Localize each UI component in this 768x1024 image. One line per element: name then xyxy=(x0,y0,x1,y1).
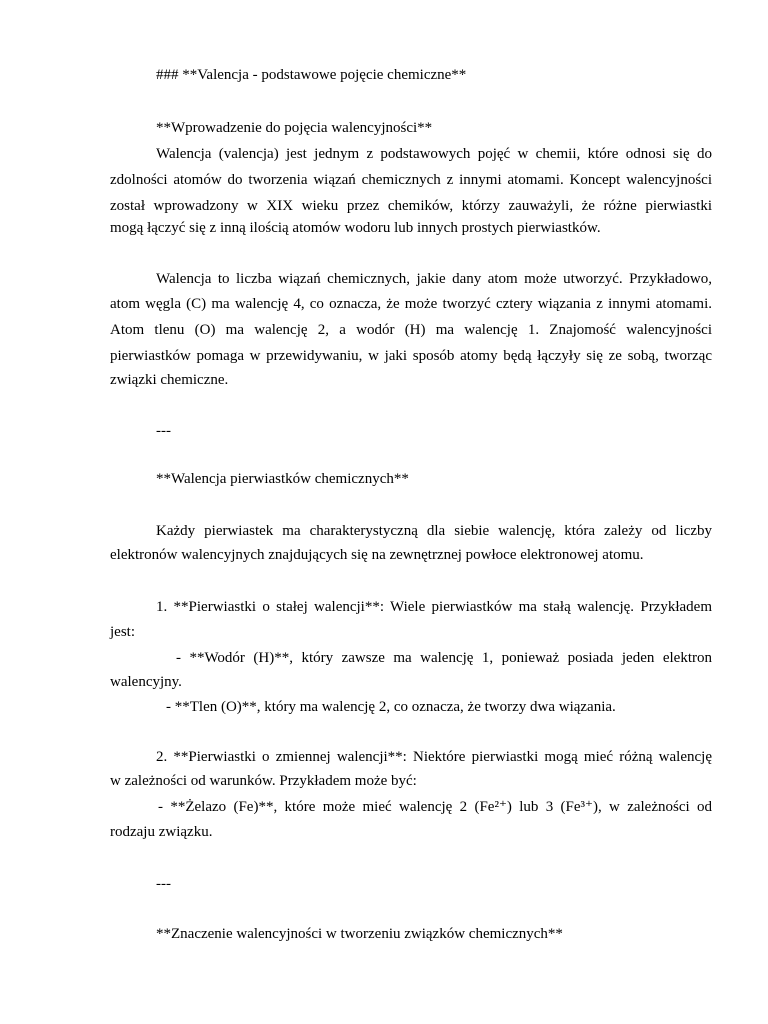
paragraph-line: związki chemiczne. xyxy=(110,372,229,388)
paragraph-line: pierwiastków pomaga w przewidywaniu, w jaki sposób atomy będą łączyły się ze sobą, tworząc xyxy=(110,348,712,364)
section-heading-significance: **Znaczenie walencyjności w tworzeniu związków chemicznych** xyxy=(156,926,563,942)
paragraph-line: elektronów walencyjnych znajdujących się na zewnętrznej powłoce elektronowej atomu. xyxy=(110,547,644,563)
paragraph-line: atom węgla (C) ma walencję 4, co oznacza, że może tworzyć cztery wiązania z innymi atomami. xyxy=(110,296,712,312)
sub-list-item-line: - **Wodór (H)**, który zawsze ma walencję 1, ponieważ posiada jeden elektron xyxy=(176,650,712,666)
paragraph-line: Walencja (valencja) jest jednym z podstawowych pojęć w chemii, które odnosi się do xyxy=(156,146,712,162)
section-heading-valence-of-elements: **Walencja pierwiastków chemicznych** xyxy=(156,471,409,487)
sub-list-item-line: - **Żelazo (Fe)**, które może mieć walencję 2 (Fe²⁺) lub 3 (Fe³⁺), w zależności od xyxy=(158,799,712,815)
list-item-line: w zależności od warunków. Przykładem może być: xyxy=(110,773,417,789)
paragraph-line: Atom tlenu (O) ma walencję 2, a wodór (H) ma walencję 1. Znajomość walencyjności xyxy=(110,322,712,338)
paragraph-line: Walencja to liczba wiązań chemicznych, jakie dany atom może utworzyć. Przykładowo, xyxy=(156,271,712,287)
paragraph-line: mogą łączyć się z inną ilością atomów wodoru lub innych prostych pierwiastków. xyxy=(110,220,601,236)
sub-list-item-line: walencyjny. xyxy=(110,674,182,690)
separator: --- xyxy=(156,423,171,439)
list-item-line: 2. **Pierwiastki o zmiennej walencji**: Niektóre pierwiastki mogą mieć różną walencję xyxy=(156,749,712,765)
paragraph-line: Każdy pierwiastek ma charakterystyczną dla siebie walencję, która zależy od liczby xyxy=(156,523,712,539)
list-item-line: 1. **Pierwiastki o stałej walencji**: Wiele pierwiastków ma stałą walencję. Przykładem xyxy=(156,599,712,615)
paragraph-line: został wprowadzony w XIX wieku przez chemików, którzy zauważyli, że różne pierwiastki xyxy=(110,198,712,214)
paragraph-line: zdolności atomów do tworzenia wiązań chemicznych z innymi atomami. Koncept walencyjności xyxy=(110,172,712,188)
list-item-line: jest: xyxy=(110,624,135,640)
sub-list-item-line: - **Tlen (O)**, który ma walencję 2, co oznacza, że tworzy dwa wiązania. xyxy=(166,699,616,715)
section-heading-introduction: **Wprowadzenie do pojęcia walencyjności** xyxy=(156,120,433,136)
sub-list-item-line: rodzaju związku. xyxy=(110,824,213,840)
document-title: ### **Valencja - podstawowe pojęcie chemiczne** xyxy=(156,67,467,83)
separator: --- xyxy=(156,876,171,892)
